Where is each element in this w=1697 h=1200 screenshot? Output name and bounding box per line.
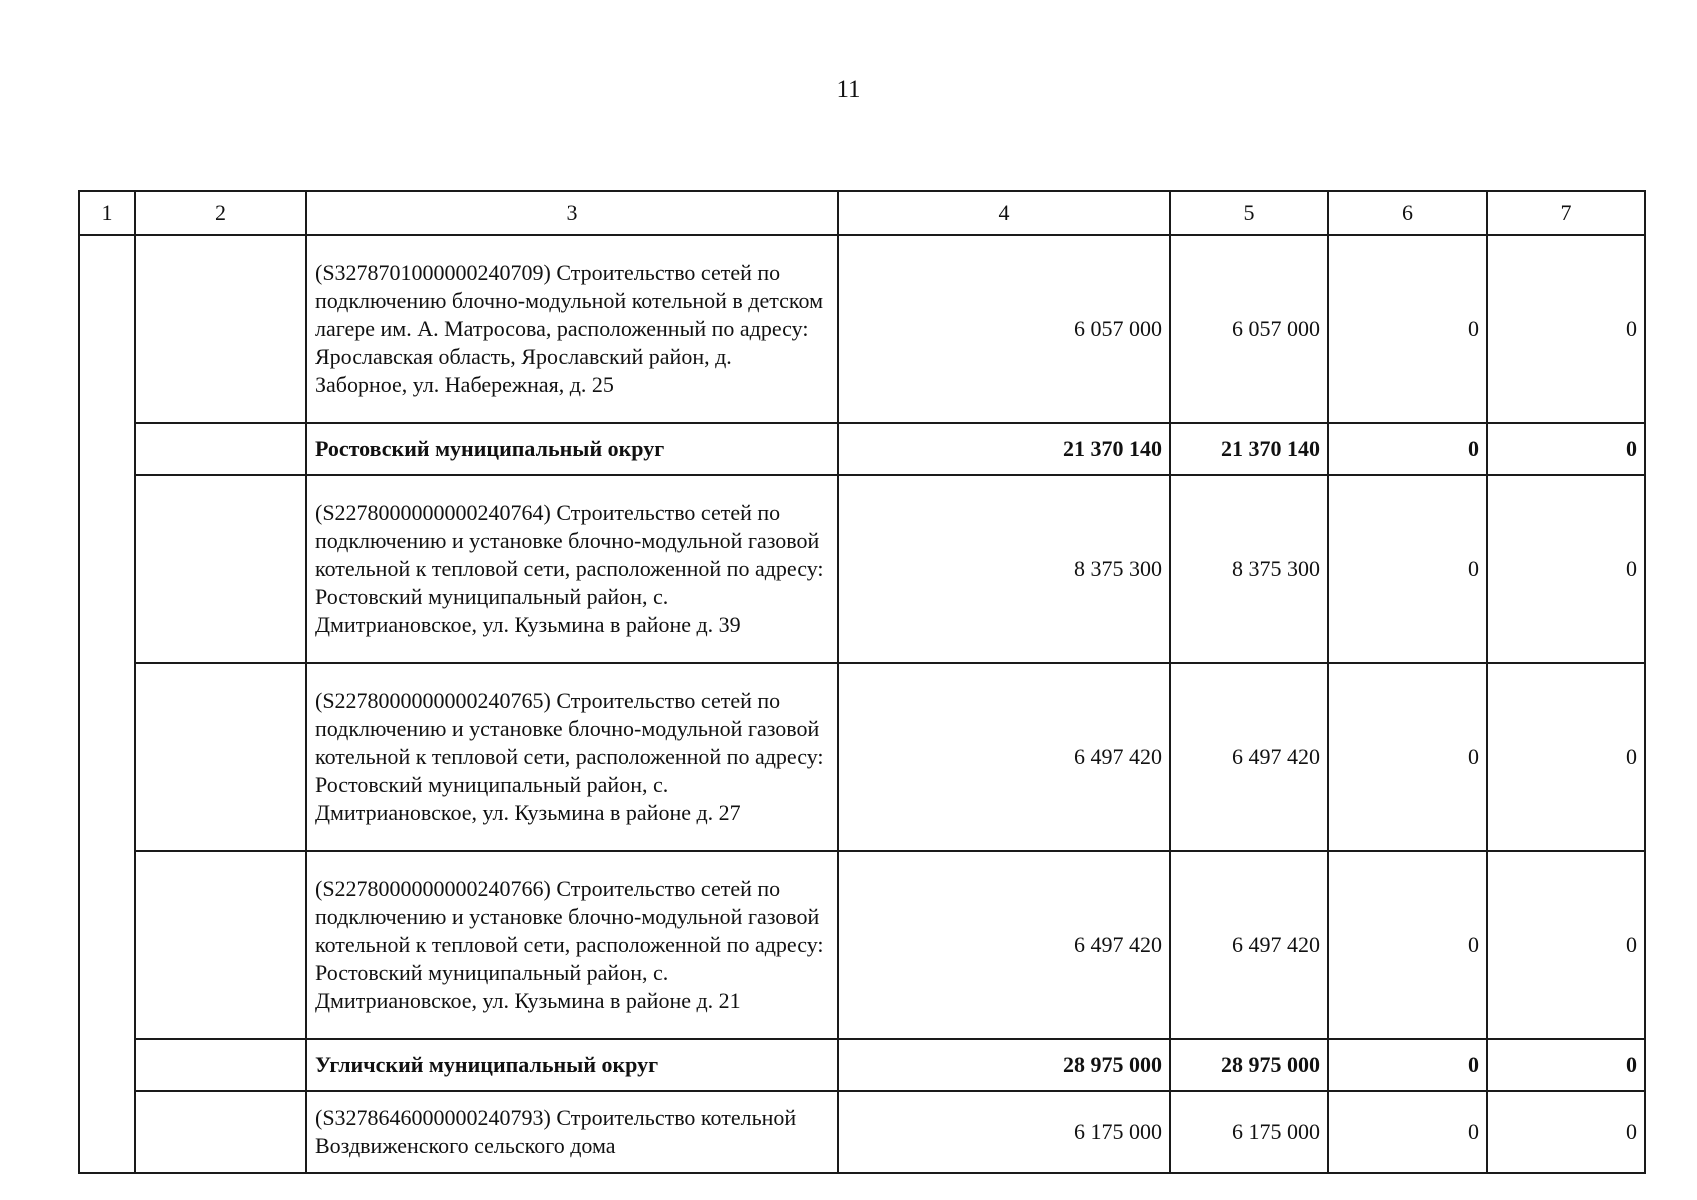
subtotal-label: Ростовский муниципальный округ — [306, 423, 838, 475]
header-col-1: 1 — [79, 191, 135, 235]
row-value-col-6: 0 — [1328, 235, 1487, 423]
page-number: 11 — [836, 76, 861, 103]
header-col-6: 6 — [1328, 191, 1487, 235]
subtotal-row — [79, 1039, 1645, 1091]
row-description: (S2278000000000240766) Строительство сетей по подключению и установке блочно-модульной газовой котельной к тепловой сети, расположенной по адресу: Ростовский муниципальный район, с. Дмитриановское, ул. Кузьмина в районе д. 21 — [306, 851, 838, 1039]
col-2-cell — [135, 475, 306, 663]
row-value-col-4: 6 175 000 — [838, 1091, 1170, 1173]
table-row — [79, 663, 1645, 851]
col-2-cell — [135, 235, 306, 423]
subtotal-label: Угличский муниципальный округ — [306, 1039, 838, 1091]
row-value-col-5: 6 057 000 — [1170, 235, 1328, 423]
col-2-cell — [135, 851, 306, 1039]
row-description: (S3278646000000240793) Строительство котельной Воздвиженского сельского дома — [306, 1091, 838, 1173]
table-row — [79, 235, 1645, 423]
subtotal-value-col-6: 0 — [1328, 423, 1487, 475]
row-value-col-6: 0 — [1328, 475, 1487, 663]
row-value-col-7: 0 — [1487, 851, 1645, 1039]
row-description: (S2278000000000240764) Строительство сетей по подключению и установке блочно-модульной газовой котельной к тепловой сети, расположенной по адресу: Ростовский муниципальный район, с. Дмитриановское, ул. Кузьмина в районе д. 39 — [306, 475, 838, 663]
table-row — [79, 1091, 1645, 1173]
row-value-col-7: 0 — [1487, 1091, 1645, 1173]
header-col-3: 3 — [306, 191, 838, 235]
row-value-col-5: 8 375 300 — [1170, 475, 1328, 663]
subtotal-value-col-7: 0 — [1487, 423, 1645, 475]
row-value-col-5: 6 175 000 — [1170, 1091, 1328, 1173]
row-value-col-4: 8 375 300 — [838, 475, 1170, 663]
subtotal-value-col-7: 0 — [1487, 1039, 1645, 1091]
header-col-2: 2 — [135, 191, 306, 235]
row-value-col-4: 6 497 420 — [838, 663, 1170, 851]
col-2-cell — [135, 423, 306, 475]
table-row — [79, 475, 1645, 663]
subtotal-value-col-5: 21 370 140 — [1170, 423, 1328, 475]
subtotal-row — [79, 423, 1645, 475]
row-description: (S2278000000000240765) Строительство сетей по подключению и установке блочно-модульной газовой котельной к тепловой сети, расположенной по адресу: Ростовский муниципальный район, с. Дмитриановское, ул. Кузьмина в районе д. 27 — [306, 663, 838, 851]
subtotal-value-col-4: 21 370 140 — [838, 423, 1170, 475]
row-value-col-7: 0 — [1487, 663, 1645, 851]
subtotal-value-col-4: 28 975 000 — [838, 1039, 1170, 1091]
row-value-col-4: 6 057 000 — [838, 235, 1170, 423]
budget-table — [78, 190, 1646, 1174]
subtotal-value-col-5: 28 975 000 — [1170, 1039, 1328, 1091]
col-2-cell — [135, 663, 306, 851]
row-value-col-6: 0 — [1328, 1091, 1487, 1173]
header-col-4: 4 — [838, 191, 1170, 235]
row-value-col-7: 0 — [1487, 235, 1645, 423]
col-2-cell — [135, 1039, 306, 1091]
row-value-col-5: 6 497 420 — [1170, 663, 1328, 851]
col-2-cell — [135, 1091, 306, 1173]
header-col-5: 5 — [1170, 191, 1328, 235]
header-row — [79, 191, 1645, 235]
subtotal-value-col-6: 0 — [1328, 1039, 1487, 1091]
row-value-col-5: 6 497 420 — [1170, 851, 1328, 1039]
row-description: (S3278701000000240709) Строительство сетей по подключению блочно-модульной котельной в детском лагере им. А. Матросова, расположенный по адресу: Ярославская область, Ярославский район, д. Заборное, ул. Набережная, д. 25 — [306, 235, 838, 423]
row-value-col-6: 0 — [1328, 663, 1487, 851]
budget-table-container — [78, 190, 1644, 1174]
col-1-cell — [79, 235, 135, 1173]
row-value-col-7: 0 — [1487, 475, 1645, 663]
row-value-col-6: 0 — [1328, 851, 1487, 1039]
row-value-col-4: 6 497 420 — [838, 851, 1170, 1039]
header-col-7: 7 — [1487, 191, 1645, 235]
table-row — [79, 851, 1645, 1039]
